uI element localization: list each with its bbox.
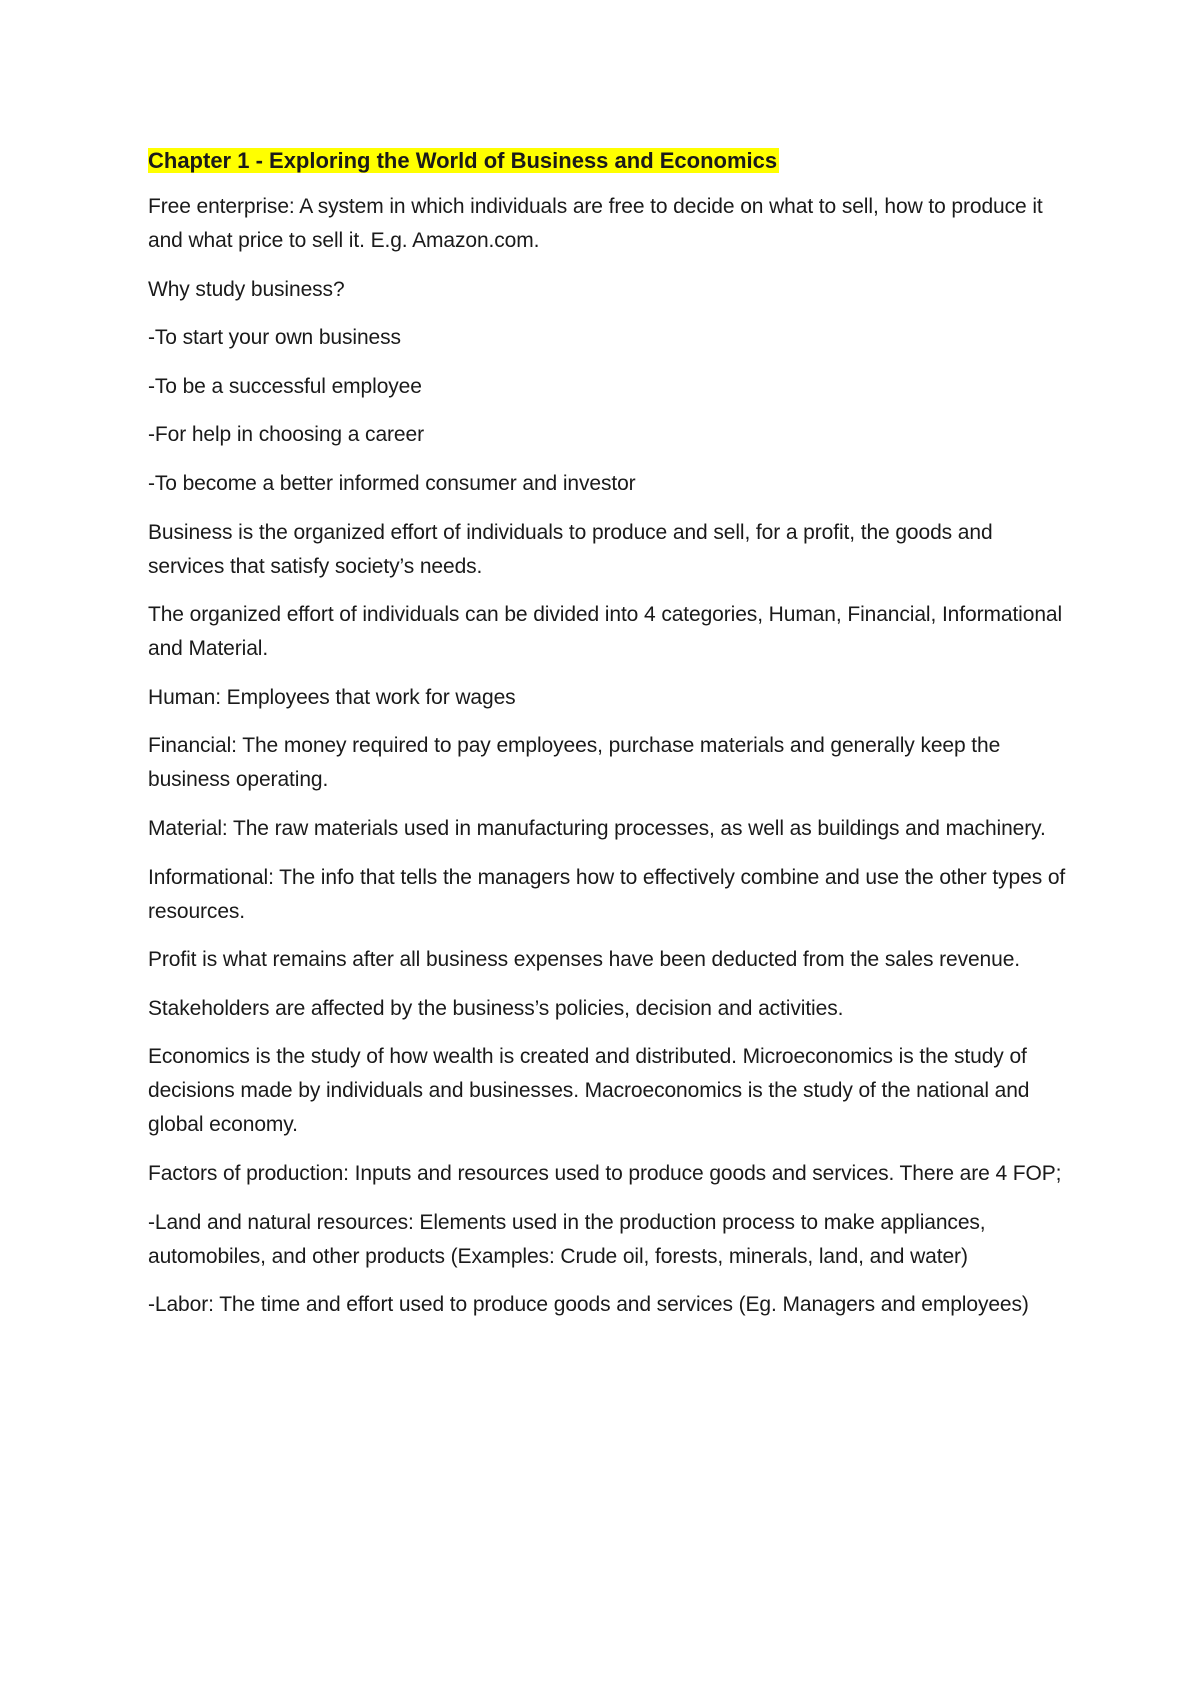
list-item-successful-employee: -To be a successful employee (148, 374, 422, 398)
list-item-start-business: -To start your own business (148, 326, 401, 350)
chapter-heading: Chapter 1 - Exploring the World of Business and Economics (148, 148, 778, 173)
list-item-labor: -Labor: The time and effort used to produce goods and services (Eg. Managers and employees) (148, 1293, 1029, 1317)
list-item-choosing-career: -For help in choosing a career (148, 423, 424, 447)
paragraph-stakeholders: Stakeholders are affected by the business’s policies, decision and activities. (148, 996, 844, 1020)
paragraph-categories: The organized effort of individuals can be divided into 4 categories, Human, Financial, Informational and Material. (148, 603, 1063, 661)
paragraph-why-study: Why study business? (148, 277, 345, 301)
paragraph-business-definition: Business is the organized effort of individuals to produce and sell, for a profit, the goods and services that satisfy society’s needs. (148, 520, 993, 578)
list-item-land: -Land and natural resources: Elements used in the production process to make appliances, automobiles, and other products (Examples: Crude oil, forests, minerals, land, and water) (148, 1210, 986, 1268)
paragraph-factors-of-production: Factors of production: Inputs and resources used to produce goods and services. There are 4 FOP; (148, 1161, 1062, 1185)
chapter-heading-line (148, 146, 1068, 176)
paragraph-free-enterprise: Free enterprise: A system in which individuals are free to decide on what to sell, how to produce it and what price to sell it. E.g. Amazon.com. (148, 195, 1043, 252)
paragraph-profit: Profit is what remains after all business expenses have been deducted from the sales revenue. (148, 948, 1021, 972)
list-item-informed-consumer: -To become a better informed consumer and investor (148, 471, 636, 495)
document-body (148, 146, 1068, 1337)
paragraph-economics: Economics is the study of how wealth is created and distributed. Microeconomics is the study of decisions made by individuals and businesses. Macroeconomics is the study of the national and global economy. (148, 1045, 1030, 1137)
paragraph-financial: Financial: The money required to pay employees, purchase materials and generally keep the business operating. (148, 734, 1001, 792)
paragraph-human: Human: Employees that work for wages (148, 685, 516, 709)
paragraph-informational: Informational: The info that tells the managers how to effectively combine and use the other types of resources. (148, 865, 1066, 923)
paragraph-material: Material: The raw materials used in manufacturing processes, as well as buildings and machinery. (148, 816, 1046, 840)
